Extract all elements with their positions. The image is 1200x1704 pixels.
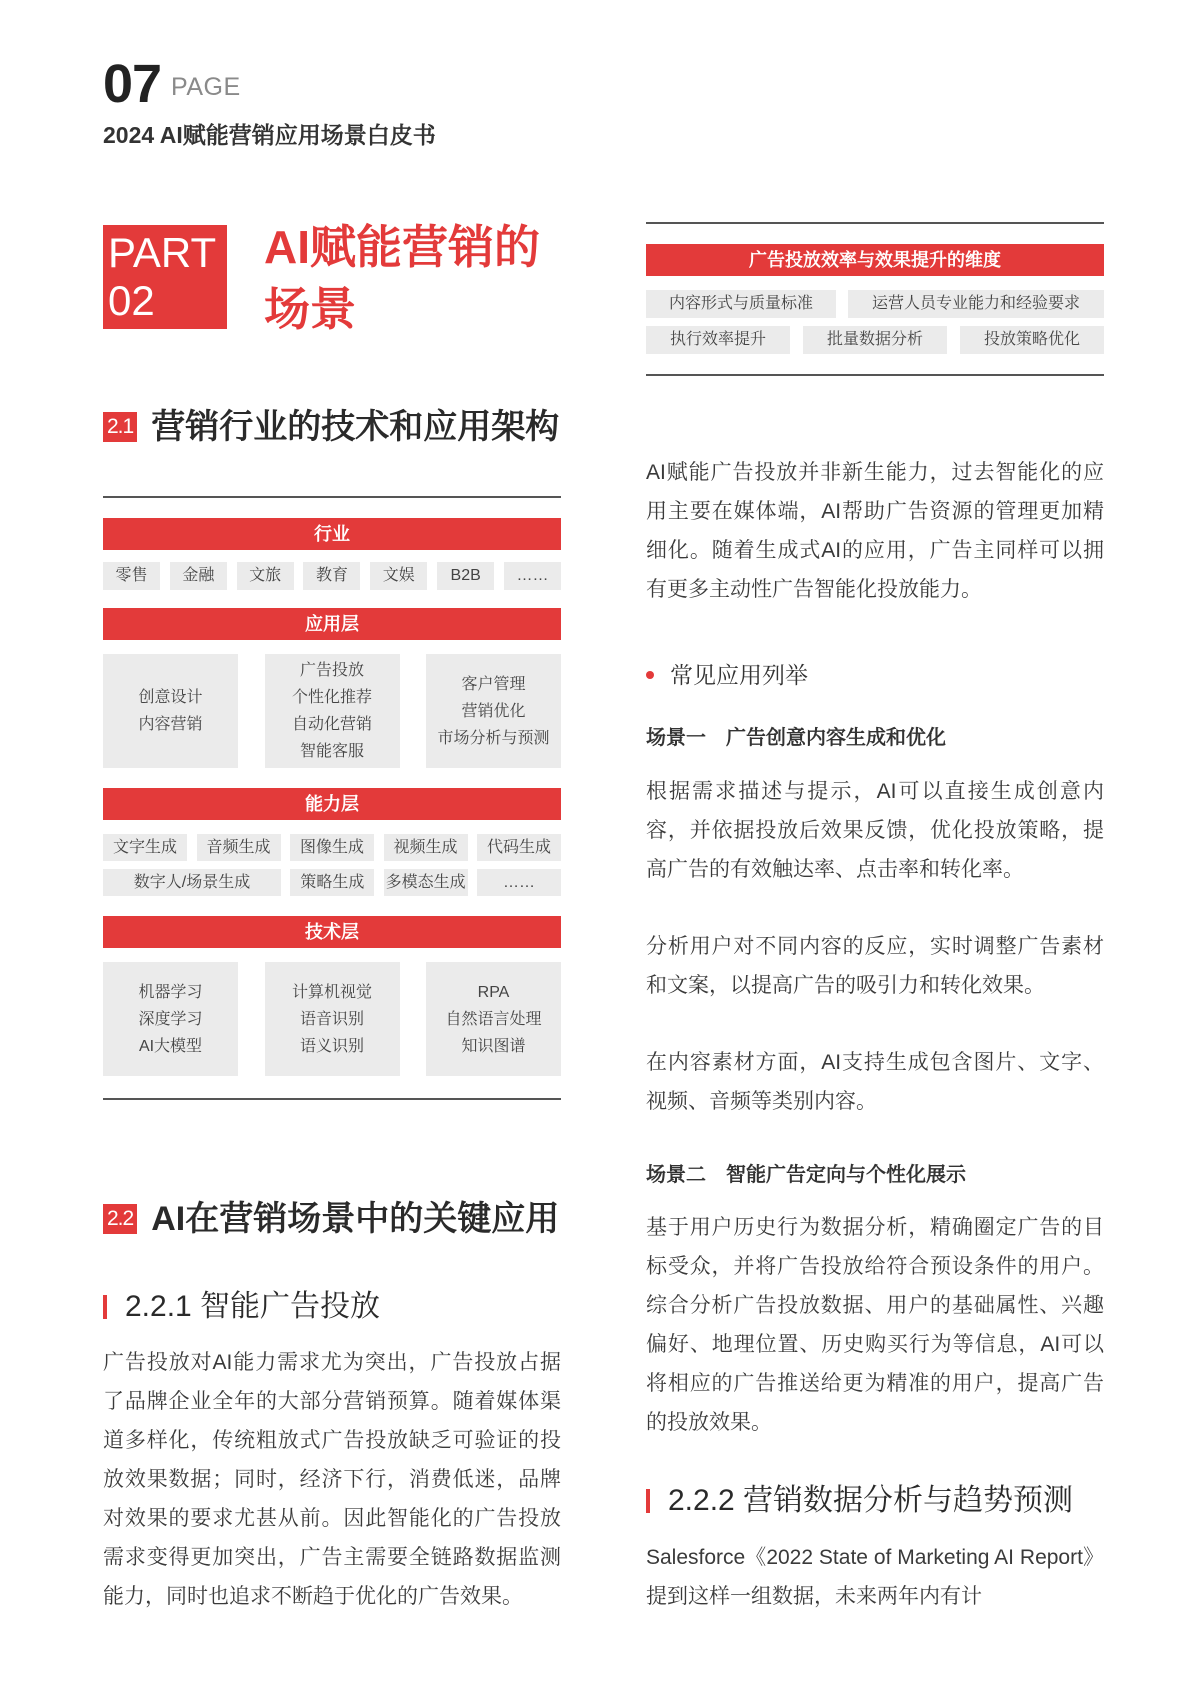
technology-item: 知识图谱 bbox=[461, 1037, 526, 1055]
subsection-2-2-2-heading bbox=[646, 1483, 1073, 1519]
dimension-chip: 批量数据分析 bbox=[803, 326, 947, 354]
capability-chip: 策略生成 bbox=[290, 869, 374, 896]
bullet-heading-text: 常见应用列举 bbox=[670, 662, 808, 688]
capability-chip: 文字生成 bbox=[103, 834, 187, 861]
application-item: 广告投放 bbox=[299, 662, 364, 679]
part-label-line1: PART bbox=[108, 229, 217, 276]
industry-chip: 教育 bbox=[303, 562, 360, 590]
part-label-line2: 02 bbox=[108, 277, 155, 324]
intro-paragraph: AI赋能广告投放并非新生能力，过去智能化的应用主要在媒体端，AI帮助广告资源的管理更加精细化。随着生成式AI的应用，广告主同样可以拥有更多主动性广告智能化投放能力。 bbox=[646, 461, 1104, 601]
paragraph: 在内容素材方面，AI支持生成包含图片、文字、视频、音频等类别内容。 bbox=[646, 1051, 1104, 1113]
dimension-title-bar: 广告投放效率与效果提升的维度 bbox=[646, 244, 1104, 276]
industry-bar: 行业 bbox=[103, 518, 561, 550]
technology-item: 语义识别 bbox=[299, 1037, 364, 1055]
section-title: 营销行业的技术和应用架构 bbox=[151, 408, 560, 446]
scene-2-title: 场景二 智能广告定向与个性化展示 bbox=[646, 1164, 966, 1186]
subsection-title: 2.2.2 营销数据分析与趋势预测 bbox=[668, 1484, 1074, 1517]
technology-box bbox=[426, 962, 561, 1076]
dimension-chip: 投放策略优化 bbox=[960, 326, 1104, 354]
dimension-chip: 执行效率提升 bbox=[646, 326, 790, 354]
technology-item: RPA bbox=[477, 983, 510, 1001]
technology-item: 语音识别 bbox=[299, 1010, 364, 1028]
technology-box bbox=[265, 962, 400, 1076]
technology-item: AI大模型 bbox=[138, 1037, 203, 1055]
heading-accent-bar bbox=[103, 1295, 107, 1319]
dimension-chip: 内容形式与质量标准 bbox=[646, 290, 836, 318]
application-box bbox=[265, 654, 400, 768]
application-box bbox=[426, 654, 561, 768]
capability-chip: 代码生成 bbox=[477, 834, 561, 861]
part-title bbox=[264, 216, 564, 340]
divider bbox=[646, 222, 1104, 224]
paragraph: 分析用户对不同内容的反应，实时调整广告素材和文案，以提高广告的吸引力和转化效果。 bbox=[646, 935, 1104, 997]
industry-row bbox=[103, 562, 561, 590]
capability-chip: …… bbox=[477, 869, 561, 896]
capability-chip: 多模态生成 bbox=[384, 869, 468, 896]
application-item: 自动化营销 bbox=[291, 716, 372, 733]
technology-layer-bar: 技术层 bbox=[103, 916, 561, 948]
subsection-title: 2.2.1 智能广告投放 bbox=[125, 1290, 381, 1323]
dimension-row-2 bbox=[646, 326, 1104, 354]
bullet-heading bbox=[646, 660, 808, 690]
page-word: PAGE bbox=[171, 73, 241, 101]
part-title-line2: 场景 bbox=[264, 283, 356, 335]
technology-row bbox=[103, 962, 561, 1076]
capability-chip: 图像生成 bbox=[290, 834, 374, 861]
technology-item: 深度学习 bbox=[138, 1010, 203, 1028]
application-item: 营销优化 bbox=[461, 702, 526, 720]
capability-row-1 bbox=[103, 834, 561, 861]
application-item: 市场分析与预测 bbox=[437, 729, 550, 747]
section-2-1-heading bbox=[103, 407, 559, 447]
application-item: 内容营销 bbox=[138, 716, 203, 733]
industry-chip: …… bbox=[504, 562, 561, 590]
industry-chip: B2B bbox=[437, 562, 494, 590]
application-item: 智能客服 bbox=[299, 743, 364, 760]
part-title-line1: AI赋能营销的 bbox=[264, 221, 540, 273]
application-item: 创意设计 bbox=[138, 689, 203, 706]
capability-row-2 bbox=[103, 869, 561, 896]
part-label bbox=[103, 225, 227, 329]
industry-chip: 文旅 bbox=[237, 562, 294, 590]
section-2-2-heading bbox=[103, 1199, 559, 1239]
subsection-2-2-1-heading bbox=[103, 1289, 380, 1325]
section-number: 2.2 bbox=[103, 1204, 137, 1234]
industry-chip: 零售 bbox=[103, 562, 160, 590]
technology-item: 自然语言处理 bbox=[445, 1010, 542, 1028]
divider bbox=[646, 374, 1104, 376]
technology-box bbox=[103, 962, 238, 1076]
divider bbox=[103, 496, 561, 498]
capability-layer-bar: 能力层 bbox=[103, 788, 561, 820]
paragraph: 广告投放对AI能力需求尤为突出，广告投放占据了品牌企业全年的大部分营销预算。随着媒体渠道多样化，传统粗放式广告投放缺乏可验证的投放效果数据；同时，经济下行，消费低迷，品牌对效果的要求尤甚从前。因此智能化的广告投放需求变得更加突出，广告主需要全链路数据监测能力，同时也追求不断趋于优化的广告效果。 bbox=[103, 1351, 561, 1608]
dimension-box bbox=[646, 222, 1104, 376]
heading-accent-bar bbox=[646, 1489, 650, 1513]
paragraph: 根据需求描述与提示，AI可以直接生成创意内容，并依据投放后效果反馈，优化投放策略，提高广告的有效触达率、点击率和转化率。 bbox=[646, 780, 1104, 881]
capability-chip: 数字人/场景生成 bbox=[103, 869, 281, 896]
document-title: 2024 AI赋能营销应用场景白皮书 bbox=[103, 122, 436, 148]
bullet-dot-icon bbox=[646, 671, 654, 679]
technology-item: 计算机视觉 bbox=[291, 983, 372, 1001]
section-number: 2.1 bbox=[103, 412, 137, 442]
technology-item: 机器学习 bbox=[138, 983, 203, 1001]
page-number: 07 bbox=[103, 54, 162, 114]
application-box bbox=[103, 654, 238, 768]
industry-chip: 文娱 bbox=[370, 562, 427, 590]
scene-1-title: 场景一 广告创意内容生成和优化 bbox=[646, 727, 946, 749]
application-layer-bar: 应用层 bbox=[103, 608, 561, 640]
application-item: 个性化推荐 bbox=[291, 689, 372, 706]
capability-chip: 视频生成 bbox=[384, 834, 468, 861]
divider bbox=[103, 1098, 561, 1100]
application-item: 客户管理 bbox=[461, 675, 526, 693]
section-title: AI在营销场景中的关键应用 bbox=[151, 1200, 560, 1238]
capability-chip: 音频生成 bbox=[197, 834, 281, 861]
dimension-chip: 运营人员专业能力和经验要求 bbox=[848, 290, 1104, 318]
application-row bbox=[103, 654, 561, 768]
industry-chip: 金融 bbox=[170, 562, 227, 590]
paragraph: Salesforce《2022 State of Marketing AI Report》提到这样一组数据，未来两年内有计 bbox=[646, 1546, 1104, 1608]
paragraph: 基于用户历史行为数据分析，精确圈定广告的目标受众，并将广告投放给符合预设条件的用户。综合分析广告投放数据、用户的基础属性、兴趣偏好、地理位置、历史购买行为等信息，AI可以将相应的广告推送给更为精准的用户，提高广告的投放效果。 bbox=[646, 1216, 1104, 1434]
architecture-diagram bbox=[103, 496, 561, 1100]
dimension-row-1 bbox=[646, 290, 1104, 318]
